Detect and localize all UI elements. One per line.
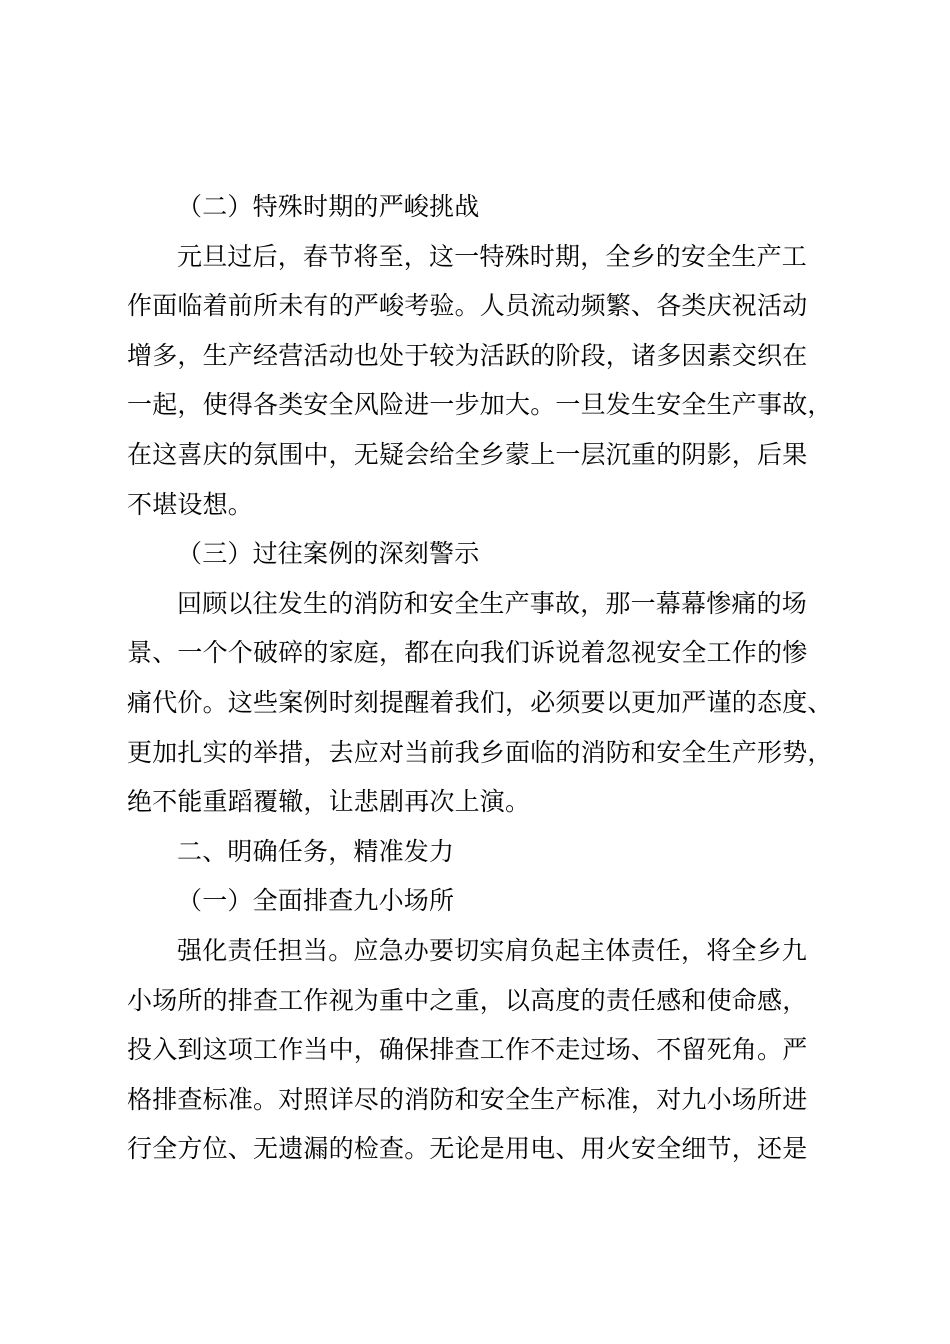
- paragraph-line: 作面临着前所未有的严峻考验。人员流动频繁、各类庆祝活动: [127, 291, 808, 321]
- paragraph-line: 元旦过后，春节将至，这一特殊时期，全乡的安全生产工: [177, 241, 808, 271]
- paragraph-line: 一起，使得各类安全风险进一步加大。一旦发生安全生产事故，: [127, 390, 833, 420]
- paragraph-line: 不堪设想。: [127, 489, 254, 519]
- paragraph-line: 增多，生产经营活动也处于较为活跃的阶段，诸多因素交织在: [127, 340, 808, 370]
- paragraph-line: 小场所的排查工作视为重中之重，以高度的责任感和使命感，: [127, 985, 808, 1015]
- subheading-inspection: （一）全面排查九小场所: [177, 886, 455, 916]
- paragraph-line: 格排查标准。对照详尽的消防和安全生产标准，对九小场所进: [127, 1084, 808, 1114]
- section-heading-tasks: 二、明确任务，精准发力: [177, 836, 455, 866]
- subheading-special-period: （二）特殊时期的严峻挑战: [177, 192, 480, 221]
- paragraph-line: 强化责任担当。应急办要切实肩负起主体责任，将全乡九: [177, 935, 808, 965]
- paragraph-line: 回顾以往发生的消防和安全生产事故，那一幕幕惨痛的场: [177, 588, 808, 618]
- paragraph-line: 痛代价。这些案例时刻提醒着我们，必须要以更加严谨的态度、: [127, 687, 833, 717]
- paragraph-line: 投入到这项工作当中，确保排查工作不走过场、不留死角。严: [127, 1035, 808, 1065]
- subheading-past-cases: （三）过往案例的深刻警示: [177, 539, 480, 569]
- paragraph-line: 更加扎实的举措，去应对当前我乡面临的消防和安全生产形势，: [127, 737, 833, 767]
- paragraph-line: 行全方位、无遗漏的检查。无论是用电、用火安全细节，还是: [127, 1134, 808, 1164]
- paragraph-line: 景、一个个破碎的家庭，都在向我们诉说着忽视安全工作的惨: [127, 638, 808, 668]
- document-body: [127, 182, 839, 1174]
- paragraph-line: 在这喜庆的氛围中，无疑会给全乡蒙上一层沉重的阴影，后果: [127, 439, 808, 469]
- paragraph-line: 绝不能重蹈覆辙，让悲剧再次上演。: [127, 787, 531, 817]
